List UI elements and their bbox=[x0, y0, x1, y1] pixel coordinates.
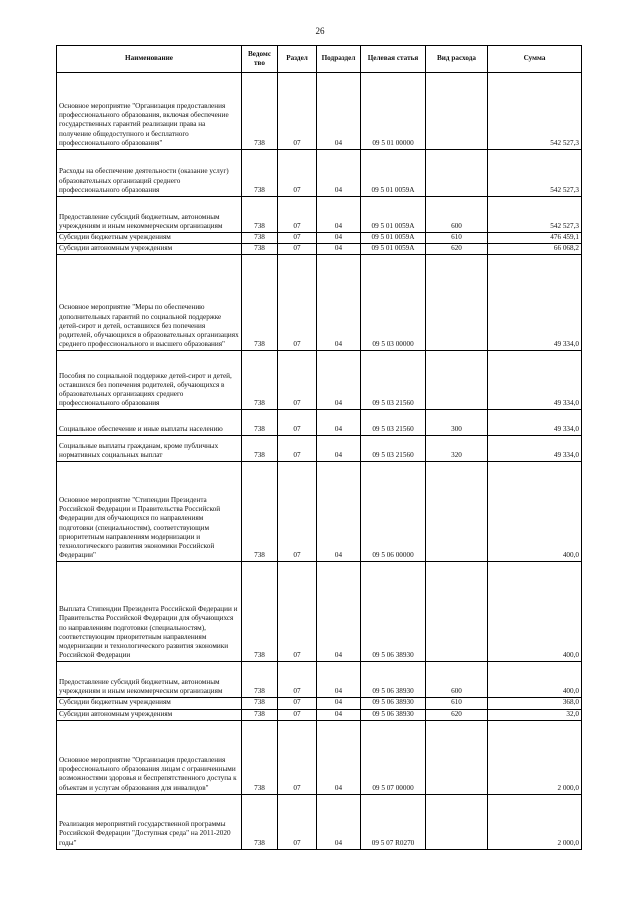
row-dept-cell: 738 bbox=[242, 436, 278, 462]
row-name-cell: Основное мероприятие "Организация предоставления профессионального образования, включая обеспечение государственных гарантий реализации права на получение общедоступного и бесплатного профессионального образования" bbox=[57, 73, 242, 150]
table-row bbox=[57, 794, 582, 849]
row-name-cell: Пособия по социальной поддержке детей-сирот и детей, оставшихся без попечения родителей, обучающихся в образовательных организациях среднего профессионального образования bbox=[57, 351, 242, 410]
table-body bbox=[57, 73, 582, 850]
row-name-cell: Расходы на обеспечение деятельности (оказание услуг) образовательных организаций среднего профессионального образования bbox=[57, 150, 242, 197]
row-dept-cell: 738 bbox=[242, 150, 278, 197]
row-expense-type-cell: 300 bbox=[426, 410, 488, 436]
row-subsection-cell: 04 bbox=[317, 197, 361, 233]
table-row bbox=[57, 244, 582, 255]
row-name-cell: Реализация мероприятий государственной программы Российской Федерации "Доступная среда" на 2011-2020 годы" bbox=[57, 794, 242, 849]
row-expense-type-cell: 610 bbox=[426, 233, 488, 244]
row-dept-cell: 738 bbox=[242, 562, 278, 662]
row-section-cell: 07 bbox=[278, 562, 317, 662]
row-sum-cell: 542 527,3 bbox=[488, 73, 582, 150]
row-expense-type-cell: 610 bbox=[426, 698, 488, 709]
row-subsection-cell: 04 bbox=[317, 462, 361, 562]
row-name-cell: Социальное обеспечение и иные выплаты населению bbox=[57, 410, 242, 436]
row-expense-type-cell bbox=[426, 73, 488, 150]
row-expense-type-cell bbox=[426, 720, 488, 794]
row-subsection-cell: 04 bbox=[317, 73, 361, 150]
row-section-cell: 07 bbox=[278, 73, 317, 150]
row-target-cell: 09 5 01 0059А bbox=[361, 244, 426, 255]
row-name-cell: Основное мероприятие "Организация предоставления профессионального образования лицам с ограниченными возможностями здоровья и беспрепятственного доступа к объектам и услугам образования для инвалидов" bbox=[57, 720, 242, 794]
row-name-cell: Основное мероприятие "Стипендии Президента Российской Федерации и Правительства Российской Федерации для обучающихся по направлениям подготовки (специальностям), соответствующим приоритетным направлениям модернизации и технологического развития экономики Российской Федерации" bbox=[57, 462, 242, 562]
row-subsection-cell: 04 bbox=[317, 436, 361, 462]
row-target-cell: 09 5 01 00000 bbox=[361, 73, 426, 150]
row-sum-cell: 49 334,0 bbox=[488, 351, 582, 410]
header-dept: Ведомс тво bbox=[242, 46, 278, 73]
row-subsection-cell: 04 bbox=[317, 410, 361, 436]
row-target-cell: 09 5 01 0059А bbox=[361, 233, 426, 244]
row-target-cell: 09 5 03 21560 bbox=[361, 351, 426, 410]
row-section-cell: 07 bbox=[278, 720, 317, 794]
table-row bbox=[57, 662, 582, 698]
row-section-cell: 07 bbox=[278, 150, 317, 197]
header-sum: Сумма bbox=[488, 46, 582, 73]
row-section-cell: 07 bbox=[278, 233, 317, 244]
row-sum-cell: 2 000,0 bbox=[488, 794, 582, 849]
row-subsection-cell: 04 bbox=[317, 794, 361, 849]
row-dept-cell: 738 bbox=[242, 351, 278, 410]
row-sum-cell: 400,0 bbox=[488, 562, 582, 662]
row-name-cell: Субсидии автономным учреждениям bbox=[57, 244, 242, 255]
table-row bbox=[57, 562, 582, 662]
row-expense-type-cell bbox=[426, 351, 488, 410]
table-row bbox=[57, 698, 582, 709]
row-dept-cell: 738 bbox=[242, 662, 278, 698]
row-dept-cell: 738 bbox=[242, 197, 278, 233]
row-name-cell: Выплата Стипендии Президента Российской Федерации и Правительства Российской Федерации для обучающихся по направлениям подготовки (специальностям), соответствующим приоритетным направлениям модернизации и технологического развития экономики Российской Федерации bbox=[57, 562, 242, 662]
row-sum-cell: 2 000,0 bbox=[488, 720, 582, 794]
row-expense-type-cell: 620 bbox=[426, 244, 488, 255]
table-row bbox=[57, 150, 582, 197]
table-row bbox=[57, 709, 582, 720]
row-dept-cell: 738 bbox=[242, 255, 278, 351]
header-target: Целевая статья bbox=[361, 46, 426, 73]
row-target-cell: 09 5 07 00000 bbox=[361, 720, 426, 794]
row-subsection-cell: 04 bbox=[317, 244, 361, 255]
row-sum-cell: 368,0 bbox=[488, 698, 582, 709]
row-target-cell: 09 5 03 00000 bbox=[361, 255, 426, 351]
row-name-cell: Основное мероприятие "Меры по обеспечению дополнительных гарантий по социальной поддержке детей-сирот и детей, оставшихся без попечения родителей, обучающихся в образовательных организациях среднего профессионального и высшего образования" bbox=[57, 255, 242, 351]
row-dept-cell: 738 bbox=[242, 73, 278, 150]
row-sum-cell: 49 334,0 bbox=[488, 255, 582, 351]
row-expense-type-cell: 620 bbox=[426, 709, 488, 720]
row-expense-type-cell bbox=[426, 150, 488, 197]
row-section-cell: 07 bbox=[278, 244, 317, 255]
table-row bbox=[57, 462, 582, 562]
row-subsection-cell: 04 bbox=[317, 720, 361, 794]
row-section-cell: 07 bbox=[278, 255, 317, 351]
row-sum-cell: 49 334,0 bbox=[488, 436, 582, 462]
row-target-cell: 09 5 06 38930 bbox=[361, 562, 426, 662]
row-target-cell: 09 5 01 0059А bbox=[361, 197, 426, 233]
row-subsection-cell: 04 bbox=[317, 351, 361, 410]
row-name-cell: Субсидии автономным учреждениям bbox=[57, 709, 242, 720]
row-name-cell: Субсидии бюджетным учреждениям bbox=[57, 698, 242, 709]
table-row bbox=[57, 255, 582, 351]
header-expense-type: Вид расхода bbox=[426, 46, 488, 73]
row-target-cell: 09 5 06 38930 bbox=[361, 698, 426, 709]
row-target-cell: 09 5 01 0059А bbox=[361, 150, 426, 197]
row-dept-cell: 738 bbox=[242, 244, 278, 255]
row-section-cell: 07 bbox=[278, 462, 317, 562]
row-section-cell: 07 bbox=[278, 351, 317, 410]
table-row bbox=[57, 436, 582, 462]
row-sum-cell: 32,0 bbox=[488, 709, 582, 720]
row-subsection-cell: 04 bbox=[317, 233, 361, 244]
header-name: Наименование bbox=[57, 46, 242, 73]
row-target-cell: 09 5 03 21560 bbox=[361, 410, 426, 436]
row-name-cell: Предоставление субсидий бюджетным, автономным учреждениям и иным некоммерческим организациям bbox=[57, 197, 242, 233]
row-subsection-cell: 04 bbox=[317, 709, 361, 720]
row-section-cell: 07 bbox=[278, 410, 317, 436]
row-section-cell: 07 bbox=[278, 662, 317, 698]
row-sum-cell: 400,0 bbox=[488, 662, 582, 698]
table-row bbox=[57, 351, 582, 410]
row-dept-cell: 738 bbox=[242, 233, 278, 244]
row-dept-cell: 738 bbox=[242, 462, 278, 562]
row-section-cell: 07 bbox=[278, 698, 317, 709]
page-number: 26 bbox=[315, 26, 325, 36]
table-row bbox=[57, 233, 582, 244]
row-target-cell: 09 5 06 38930 bbox=[361, 662, 426, 698]
row-dept-cell: 738 bbox=[242, 709, 278, 720]
table-row bbox=[57, 197, 582, 233]
row-target-cell: 09 5 06 00000 bbox=[361, 462, 426, 562]
row-section-cell: 07 bbox=[278, 197, 317, 233]
row-dept-cell: 738 bbox=[242, 410, 278, 436]
row-target-cell: 09 5 06 38930 bbox=[361, 709, 426, 720]
table-row bbox=[57, 720, 582, 794]
row-expense-type-cell bbox=[426, 562, 488, 662]
row-sum-cell: 49 334,0 bbox=[488, 410, 582, 436]
table-row bbox=[57, 410, 582, 436]
row-section-cell: 07 bbox=[278, 709, 317, 720]
row-target-cell: 09 5 07 R0270 bbox=[361, 794, 426, 849]
row-sum-cell: 542 527,3 bbox=[488, 150, 582, 197]
header-subsection: Подраздел bbox=[317, 46, 361, 73]
row-expense-type-cell: 320 bbox=[426, 436, 488, 462]
header-section: Раздел bbox=[278, 46, 317, 73]
row-expense-type-cell bbox=[426, 462, 488, 562]
row-subsection-cell: 04 bbox=[317, 662, 361, 698]
row-name-cell: Социальные выплаты гражданам, кроме публичных нормативных социальных выплат bbox=[57, 436, 242, 462]
row-sum-cell: 542 527,3 bbox=[488, 197, 582, 233]
row-dept-cell: 738 bbox=[242, 698, 278, 709]
row-sum-cell: 476 459,1 bbox=[488, 233, 582, 244]
row-expense-type-cell bbox=[426, 255, 488, 351]
row-subsection-cell: 04 bbox=[317, 255, 361, 351]
row-subsection-cell: 04 bbox=[317, 150, 361, 197]
row-name-cell: Субсидии бюджетным учреждениям bbox=[57, 233, 242, 244]
table-header-row bbox=[57, 46, 582, 73]
row-expense-type-cell bbox=[426, 794, 488, 849]
row-subsection-cell: 04 bbox=[317, 698, 361, 709]
row-sum-cell: 66 068,2 bbox=[488, 244, 582, 255]
row-dept-cell: 738 bbox=[242, 720, 278, 794]
row-expense-type-cell: 600 bbox=[426, 197, 488, 233]
row-dept-cell: 738 bbox=[242, 794, 278, 849]
row-section-cell: 07 bbox=[278, 436, 317, 462]
row-subsection-cell: 04 bbox=[317, 562, 361, 662]
row-target-cell: 09 5 03 21560 bbox=[361, 436, 426, 462]
table-row bbox=[57, 73, 582, 150]
row-expense-type-cell: 600 bbox=[426, 662, 488, 698]
row-sum-cell: 400,0 bbox=[488, 462, 582, 562]
row-section-cell: 07 bbox=[278, 794, 317, 849]
row-name-cell: Предоставление субсидий бюджетным, автономным учреждениям и иным некоммерческим организациям bbox=[57, 662, 242, 698]
budget-table bbox=[56, 45, 582, 850]
